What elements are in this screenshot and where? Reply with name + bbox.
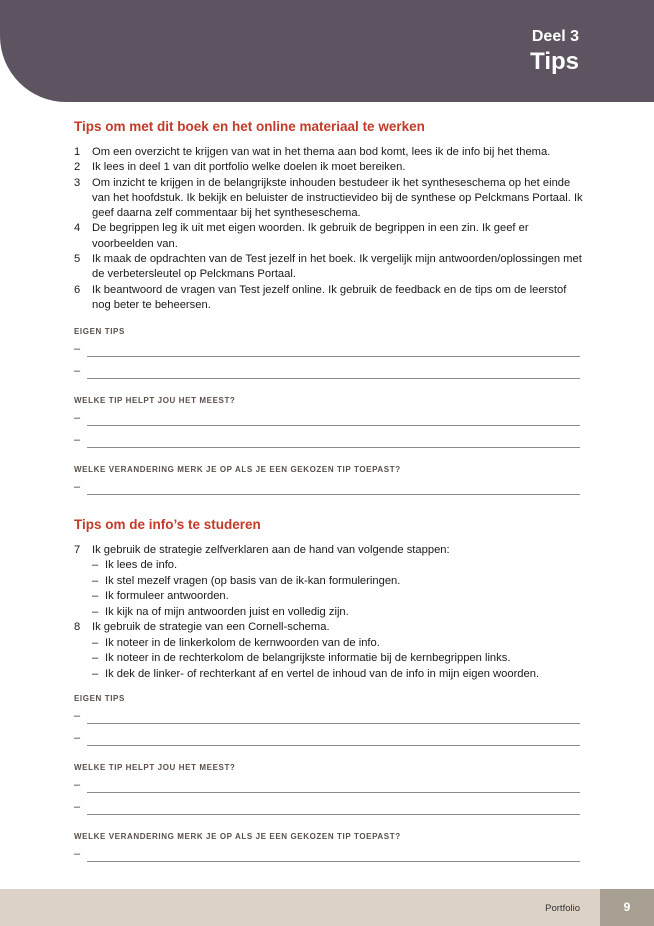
answer-line[interactable]: – [74,783,580,793]
list-item: 1 Om een overzicht te krijgen van wat in het thema aan bod komt, lees ik de info bij het thema. [74,146,551,158]
label-change: WELKE VERANDERING MERK JE OP ALS JE EEN GEKOZEN TIP TOEPAST? [74,465,401,474]
section-title-study: Tips om de info’s te studeren [74,517,261,532]
list-item: 4 De begrippen leg ik uit met eigen woorden. Ik gebruik de begrippen in een zin. Ik geef er voorbeelden van. [74,222,529,250]
answer-line[interactable]: – [74,485,580,495]
section-title-materials: Tips om met dit boek en het online materiaal te werken [74,119,425,134]
answer-line[interactable]: – [74,347,580,357]
list-item: 3 Om inzicht te krijgen in de belangrijkste inhouden bestudeer ik het syntheseschema op het einde van het hoofdstuk. Ik bekijk en beluister de instructievideo bij de synthese op Pelckmans Portaal. Ik geef daarna zelf commentaar bij het syntheseschema. [74,176,583,220]
answer-line[interactable]: – [74,714,580,724]
sub-item: – Ik lees de info. [92,559,178,572]
label-own-tips: EIGEN TIPS [74,327,125,336]
sub-item: – Ik noteer in de rechterkolom de belangrijkste informatie bij de kernbegrippen links. [92,652,511,665]
list-item: 2 Ik lees in deel 1 van dit portfolio welke doelen ik moet bereiken. [74,161,406,174]
list-item: 7 Ik gebruik de strategie zelfverklaren aan de hand van volgende stappen: [74,544,450,556]
tips-list-materials [74,145,584,313]
part-label: Deel 3 [531,28,579,45]
sub-item: – Ik formuleer antwoorden. [92,590,229,603]
page-number: 9 [600,889,654,926]
answer-line[interactable]: – [74,805,580,815]
answer-line[interactable]: – [74,852,580,862]
label-best-tip: WELKE TIP HELPT JOU HET MEEST? [74,763,236,772]
tips-list-study [74,543,584,682]
sub-item: – Ik noteer in de linkerkolom de kernwoorden van de info. [92,636,380,649]
sub-item: – Ik stel mezelf vragen (op basis van de ik-kan formuleringen. [92,574,401,587]
answer-line[interactable]: – [74,736,580,746]
answer-line[interactable]: – [74,438,580,448]
label-best-tip: WELKE TIP HELPT JOU HET MEEST? [74,396,236,405]
footer-label: Portfolio [545,903,580,914]
label-own-tips: EIGEN TIPS [74,694,125,703]
answer-line[interactable]: – [74,416,580,426]
page-title: Tips [530,48,579,75]
list-item: 5 Ik maak de opdrachten van de Test jezelf in het boek. Ik vergelijk mijn antwoorden/oplossingen met de verbetersleutel op Pelckmans Portaal. [74,253,582,281]
label-change: WELKE VERANDERING MERK JE OP ALS JE EEN GEKOZEN TIP TOEPAST? [74,832,401,841]
answer-line[interactable]: – [74,369,580,379]
sub-item: – Ik kijk na of mijn antwoorden juist en volledig zijn. [92,605,349,618]
sub-item: – Ik dek de linker- of rechterkant af en vertel de inhoud van de info in mijn eigen woorden. [92,667,540,680]
list-item: 8 Ik gebruik de strategie van een Cornell-schema. [74,621,330,634]
list-item: 6 Ik beantwoord de vragen van Test jezelf online. Ik gebruik de feedback en de tips om de leerstof nog beter te beheersen. [74,283,567,311]
